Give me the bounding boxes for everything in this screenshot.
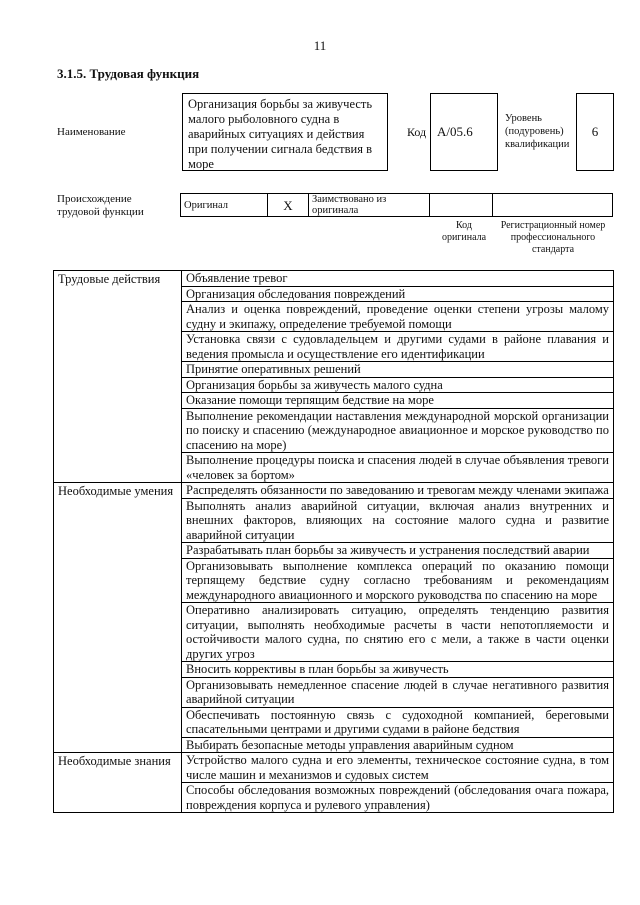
origin-code-caption: Код оригинала: [441, 220, 487, 243]
table-cell: Оказание помощи терпящим бедствие на море: [182, 393, 614, 409]
table-cell: Оперативно анализировать ситуацию, определять тенденцию развития ситуации, выполнять необходимые расчеты в части непотопляемости и остойчивости малого судна, по снятию его с мели, а также в части оценки других угроз: [182, 603, 614, 662]
origin-label: Происхождение трудовой функции: [57, 193, 144, 218]
table-cell: Способы обследования возможных повреждений (обследования очага пожара, повреждения корпуса и рулевого управления): [182, 783, 614, 813]
table-cell: Выполнение процедуры поиска и спасения людей в случае объявления тревоги «человек за бортом»: [182, 453, 614, 483]
table-row: [54, 753, 614, 783]
table-row: [54, 271, 614, 287]
table-cell: Организация борьбы за живучесть малого судна: [182, 377, 614, 393]
table-cell: Выполнение рекомендации наставления международной морской организации по поиску и спасению (международное авиационное и морское руководство по спасению на море): [182, 408, 614, 453]
category-cell: Трудовые действия: [54, 271, 182, 483]
origin-table: [180, 193, 613, 217]
table-cell: Организация обследования повреждений: [182, 286, 614, 302]
table-cell: Организовывать выполнение комплекса операций по оказанию помощи терпящему бедствие судну согласно требованиям и рекомендациям международного авиационного и морского руководства по спасению на море: [182, 558, 614, 603]
page-number: 11: [313, 38, 327, 53]
code-value-box: А/05.6: [430, 93, 498, 171]
category-cell: Необходимые знания: [54, 753, 182, 813]
origin-reg-caption: Регистрационный номер профессионального стандарта: [500, 220, 606, 255]
section-title: 3.1.5. Трудовая функция: [57, 66, 200, 81]
table-cell: Вносить коррективы в план борьбы за живучесть: [182, 662, 614, 678]
function-table: [53, 270, 614, 813]
origin-mark: X: [268, 194, 309, 217]
table-cell: Устройство малого судна и его элементы, техническое состояние судна, в том числе машин и механизмов и судовых систем: [182, 753, 614, 783]
origin-borrowed: Заимствовано из оригинала: [309, 194, 430, 217]
level-label: Уровень (подуровень) квалификации: [505, 113, 570, 150]
table-cell: Выполнять анализ аварийной ситуации, включая анализ внутренних и внешних факторов, влияющих на состояние малого судна и развитие аварийной ситуации: [182, 498, 614, 543]
table-cell: Распределять обязанности по заведованию и тревогам между членами экипажа: [182, 483, 614, 499]
table-cell: Принятие оперативных решений: [182, 362, 614, 378]
level-value-box: 6: [576, 93, 614, 171]
code-label: Код: [407, 125, 427, 139]
origin-reg-cell: [493, 194, 613, 217]
table-cell: Обеспечивать постоянную связь с судоходной компанией, береговыми спасательными центрами и другими судами в районе бедствия: [182, 707, 614, 737]
origin-original: Оригинал: [181, 194, 268, 217]
name-label: Наименование: [57, 126, 126, 138]
table-cell: Разрабатывать план борьбы за живучесть и устранения последствий аварии: [182, 543, 614, 559]
table-cell: Установка связи с судовладельцем и другими судами в районе плавания и ведения промысла и осуществление его идентификации: [182, 332, 614, 362]
table-cell: Организовывать немедленное спасение людей в случае негативного развития аварийной ситуации: [182, 677, 614, 707]
table-row: [54, 483, 614, 499]
category-cell: Необходимые умения: [54, 483, 182, 753]
function-name-box: Организация борьбы за живучесть малого рыболовного судна в аварийных ситуациях и действия при получении сигнала бедствия в море: [182, 93, 388, 171]
table-cell: Анализ и оценка повреждений, проведение оценки степени угрозы малому судну и экипажу, определение требуемой помощи: [182, 302, 614, 332]
table-cell: Выбирать безопасные методы управления аварийным судном: [182, 737, 614, 753]
origin-code-cell: [430, 194, 493, 217]
table-cell: Объявление тревог: [182, 271, 614, 287]
